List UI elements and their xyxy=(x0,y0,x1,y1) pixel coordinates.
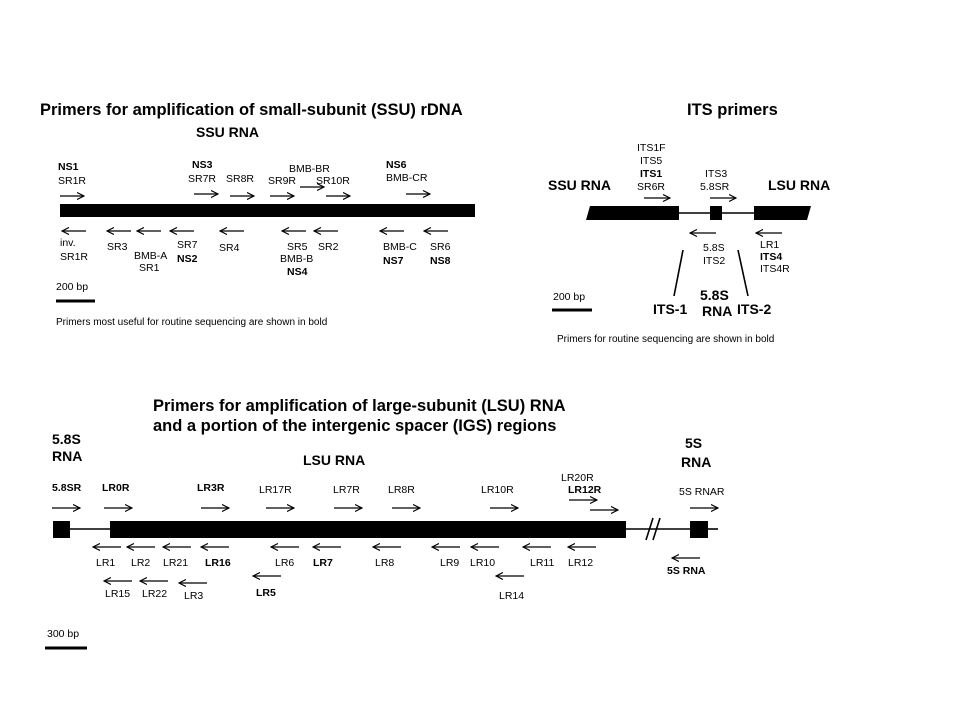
primer-lr10: LR10 xyxy=(470,557,496,569)
its-ssu-bar xyxy=(586,206,679,220)
primer-lr21: LR21 xyxy=(163,557,189,569)
primer-sr3: SR3 xyxy=(107,241,128,253)
lsu-5s-bar xyxy=(690,521,708,538)
primer-lr10r: LR10R xyxy=(481,484,514,496)
its-note: Primers for routine sequencing are shown in bold xyxy=(557,334,775,345)
primer-lr9: LR9 xyxy=(440,557,460,569)
primer-ns1: NS1 xyxy=(58,161,79,173)
primer-lr7r: LR7R xyxy=(333,484,360,496)
ssu-panel xyxy=(40,101,475,328)
lsu-gene-label: LSU RNA xyxy=(303,452,366,468)
primer-its1f: ITS1F xyxy=(637,142,666,154)
ssu-gene-label: SSU RNA xyxy=(196,124,260,140)
primer-5srna: 5S RNA xyxy=(667,565,706,577)
its-its2-label: ITS-2 xyxy=(737,301,772,317)
lsu-58s-label: 5.8S xyxy=(52,431,81,447)
primer-bmb-cr: BMB-CR xyxy=(386,172,428,184)
primer-bmb-c: BMB-C xyxy=(383,241,417,253)
its-58s-rna-label: RNA xyxy=(702,303,733,319)
primer-lr8r: LR8R xyxy=(388,484,415,496)
primer-58sr-lsu: 5.8SR xyxy=(52,482,82,494)
lsu-gene-bar xyxy=(110,521,626,538)
its-title: ITS primers xyxy=(687,101,778,119)
primer-lr0r: LR0R xyxy=(102,482,130,494)
lsu-scale-label: 300 bp xyxy=(47,628,80,640)
its-58s-bar xyxy=(710,206,722,220)
primer-lr3: LR3 xyxy=(184,590,204,602)
primer-sr7: SR7 xyxy=(177,239,198,251)
primer-sr6: SR6 xyxy=(430,241,451,253)
primer-its3: ITS3 xyxy=(705,168,728,180)
primer-sr8r: SR8R xyxy=(226,173,255,185)
its-58s-label: 5.8S xyxy=(700,287,729,303)
lsu-58s-bar xyxy=(53,521,70,538)
primer-lr16: LR16 xyxy=(205,557,231,569)
primer-lr20r: LR20R xyxy=(561,472,594,484)
primer-lr3r: LR3R xyxy=(197,482,225,494)
primer-ns6: NS6 xyxy=(386,159,407,171)
primer-its2: ITS2 xyxy=(703,255,726,267)
primer-bmb-br: BMB-BR xyxy=(289,163,330,175)
its-its1-label: ITS-1 xyxy=(653,301,688,317)
primer-lr8: LR8 xyxy=(375,557,395,569)
primer-58sr: 5.8SR xyxy=(700,181,730,193)
its-lsu-label: LSU RNA xyxy=(768,177,831,193)
primer-lr1: LR1 xyxy=(96,557,116,569)
primer-sr4: SR4 xyxy=(219,242,240,254)
primer-sr5: SR5 xyxy=(287,241,308,253)
lsu-5s-rna-label: RNA xyxy=(681,454,712,470)
primer-lr5: LR5 xyxy=(256,587,276,599)
primer-lr7: LR7 xyxy=(313,557,333,569)
lsu-5s-label: 5S xyxy=(685,435,703,451)
primer-its4: ITS4 xyxy=(760,251,783,263)
primer-lr11: LR11 xyxy=(530,557,555,569)
primer-its1: ITS1 xyxy=(640,168,663,180)
its1-pointer xyxy=(674,250,683,296)
its-lsu-bar xyxy=(754,206,811,220)
primer-sr9r: SR9R xyxy=(268,175,297,187)
ssu-gene-bar xyxy=(60,204,475,217)
primer-lr22: LR22 xyxy=(142,588,168,600)
primer-lr12: LR12 xyxy=(568,557,594,569)
primer-sr1r: SR1R xyxy=(58,175,87,187)
primer-inv-sr1r: SR1R xyxy=(60,251,89,263)
primer-bmb-b: BMB-B xyxy=(280,253,314,265)
primer-sr2: SR2 xyxy=(318,241,339,253)
lsu-58s-rna-label: RNA xyxy=(52,448,83,464)
primer-ns8: NS8 xyxy=(430,255,451,267)
primer-sr1: SR1 xyxy=(139,262,160,274)
primer-lr17r: LR17R xyxy=(259,484,292,496)
primer-its4r: ITS4R xyxy=(760,263,790,275)
primer-its5: ITS5 xyxy=(640,155,663,167)
primer-lr12r: LR12R xyxy=(568,484,602,496)
lsu-title-line1: Primers for amplification of large-subunit (LSU) RNA xyxy=(153,397,566,415)
primer-ns2: NS2 xyxy=(177,253,198,265)
primer-lr2: LR2 xyxy=(131,557,151,569)
its-ssu-label: SSU RNA xyxy=(548,177,612,193)
primer-5srnar: 5S RNAR xyxy=(679,486,725,498)
primer-lr14: LR14 xyxy=(499,590,525,602)
ssu-note: Primers most useful for routine sequencing are shown in bold xyxy=(56,317,328,328)
lsu-panel xyxy=(45,397,725,648)
primer-ns3: NS3 xyxy=(192,159,213,171)
primer-sr10r: SR10R xyxy=(316,175,350,187)
primer-ns7: NS7 xyxy=(383,255,404,267)
primer-ns4: NS4 xyxy=(287,266,308,278)
primer-lr1: LR1 xyxy=(760,239,780,251)
its-scale-label: 200 bp xyxy=(553,291,586,303)
primer-lr15: LR15 xyxy=(105,588,131,600)
primer-inv: inv. xyxy=(60,237,76,249)
its2-pointer xyxy=(738,250,748,296)
primer-bmb-a: BMB-A xyxy=(134,250,168,262)
its-panel xyxy=(548,101,830,345)
primer-sr7r: SR7R xyxy=(188,173,217,185)
primer-lr6: LR6 xyxy=(275,557,295,569)
lsu-title-line2: and a portion of the intergenic spacer (IGS) regions xyxy=(153,417,557,435)
primer-58s: 5.8S xyxy=(703,242,725,254)
primer-sr6r: SR6R xyxy=(637,181,666,193)
ssu-title: Primers for amplification of small-subunit (SSU) rDNA xyxy=(40,101,463,119)
ssu-scale-label: 200 bp xyxy=(56,281,89,293)
